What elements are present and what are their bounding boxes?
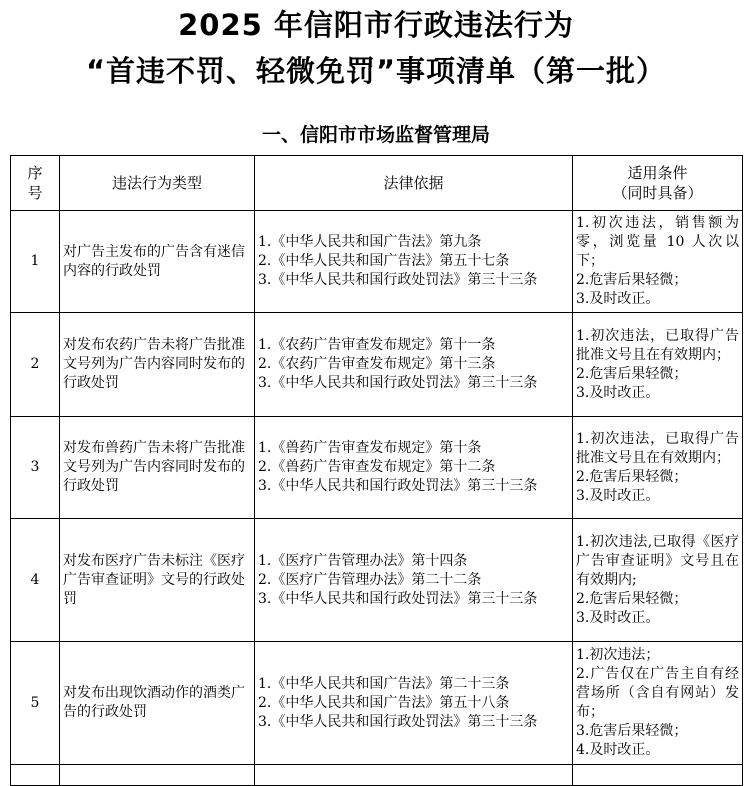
legal-basis-item: 2.《兽药广告审查发布规定》第十二条 xyxy=(258,459,496,475)
condition-item: 3.及时改正。 xyxy=(576,384,660,401)
violation-type: 对发布出现饮酒动作的酒类广告的行政处罚 xyxy=(60,642,255,765)
applicable-conditions xyxy=(573,417,743,519)
document-title xyxy=(0,0,752,94)
condition-item: 2.危害后果轻微； xyxy=(576,468,688,485)
condition-item: 2.危害后果轻微； xyxy=(576,590,688,607)
table-row xyxy=(11,211,743,313)
header-cond-line1: 适用条件 xyxy=(627,164,688,182)
condition-item: 1.初次违法，已取得广告批准文号且在有效期内； xyxy=(576,327,739,363)
condition-item: 1.初次违法，已取得广告批准文号且在有效期内； xyxy=(576,430,739,466)
legal-basis xyxy=(255,313,573,417)
applicable-conditions xyxy=(573,211,743,313)
condition-item: 2.危害后果轻微； xyxy=(576,272,688,288)
condition-item: 3.及时改正。 xyxy=(576,291,660,307)
condition-item: 2.广告仅在广告主自有经营场所（含自有网站）发布； xyxy=(576,666,739,720)
table-row xyxy=(11,642,743,765)
table-header-row xyxy=(11,156,743,211)
condition-item: 3.危害后果轻微； xyxy=(576,723,688,739)
header-cond-line2: （同时具备） xyxy=(612,184,703,202)
violation-type: 对广告主发布的广告含有迷信内容的行政处罚 xyxy=(60,211,255,313)
legal-basis-item: 1.《中华人民共和国广告法》第二十三条 xyxy=(258,675,510,692)
table-row xyxy=(11,519,743,642)
legal-basis-item: 3.《中华人民共和国行政处罚法》第三十三条 xyxy=(258,590,538,607)
header-no xyxy=(11,156,60,211)
table-row xyxy=(11,313,743,417)
legal-basis xyxy=(255,519,573,642)
legal-basis-item: 1.《农药广告审查发布规定》第十一条 xyxy=(258,337,496,353)
legal-basis xyxy=(255,211,573,313)
header-no-line2: 号 xyxy=(27,184,43,202)
legal-basis-item: 3.《中华人民共和国行政处罚法》第三十三条 xyxy=(258,272,538,288)
row-number: 3 xyxy=(11,417,60,519)
legal-basis xyxy=(255,417,573,519)
legal-basis-item: 2.《农药广告审查发布规定》第十三条 xyxy=(258,356,496,372)
legal-basis-item: 1.《兽药广告审查发布规定》第十条 xyxy=(258,440,482,456)
empty-cell xyxy=(11,765,60,786)
violation-type: 对发布农药广告未将广告批准文号列为广告内容同时发布的行政处罚 xyxy=(60,313,255,417)
legal-basis-item: 1.《医疗广告管理办法》第十四条 xyxy=(258,552,468,569)
violation-type: 对发布医疗广告未标注《医疗广告审查证明》文号的行政处罚 xyxy=(60,519,255,642)
condition-item: 3.及时改正。 xyxy=(576,609,660,626)
applicable-conditions xyxy=(573,642,743,765)
row-number: 1 xyxy=(11,211,60,313)
condition-item: 1.初次违法，销售额为零，浏览量 10 人次以下； xyxy=(576,215,739,269)
row-number: 2 xyxy=(11,313,60,417)
title-line-2: “首违不罚、轻微免罚”事项清单（第一批） xyxy=(85,54,667,88)
condition-item: 1.初次违法,已取得《医疗广告审查证明》文号且在有效期内; xyxy=(576,533,739,588)
legal-basis-item: 3.《中华人民共和国行政处罚法》第三十三条 xyxy=(258,375,538,391)
violation-type: 对发布兽药广告未将广告批准文号列为广告内容同时发布的行政处罚 xyxy=(60,417,255,519)
violation-list-table xyxy=(10,155,743,786)
empty-cell xyxy=(60,765,255,786)
applicable-conditions xyxy=(573,519,743,642)
empty-cell xyxy=(573,765,743,786)
header-no-line1: 序 xyxy=(27,164,43,182)
row-number: 4 xyxy=(11,519,60,642)
table-row-partial xyxy=(11,765,743,786)
header-type: 违法行为类型 xyxy=(60,156,255,211)
condition-item: 4.及时改正。 xyxy=(576,742,660,758)
legal-basis-item: 2.《中华人民共和国广告法》第五十八条 xyxy=(258,694,510,711)
condition-item: 3.及时改正。 xyxy=(576,487,660,504)
legal-basis-item: 3.《中华人民共和国行政处罚法》第三十三条 xyxy=(258,478,538,494)
row-number: 5 xyxy=(11,642,60,765)
legal-basis-item: 3.《中华人民共和国行政处罚法》第三十三条 xyxy=(258,713,538,730)
title-line-1: 2025 年信阳市行政违法行为 xyxy=(178,8,574,42)
legal-basis xyxy=(255,642,573,765)
applicable-conditions xyxy=(573,313,743,417)
table-row xyxy=(11,417,743,519)
header-basis: 法律依据 xyxy=(255,156,573,211)
section-heading: 一、信阳市市场监督管理局 xyxy=(261,124,490,146)
empty-cell xyxy=(255,765,573,786)
legal-basis-item: 2.《医疗广告管理办法》第二十二条 xyxy=(258,571,482,588)
legal-basis-item: 1.《中华人民共和国广告法》第九条 xyxy=(258,234,482,250)
legal-basis-item: 2.《中华人民共和国广告法》第五十七条 xyxy=(258,253,510,269)
header-conditions xyxy=(573,156,743,211)
condition-item: 2.危害后果轻微； xyxy=(576,365,688,382)
condition-item: 1.初次违法； xyxy=(576,647,660,663)
